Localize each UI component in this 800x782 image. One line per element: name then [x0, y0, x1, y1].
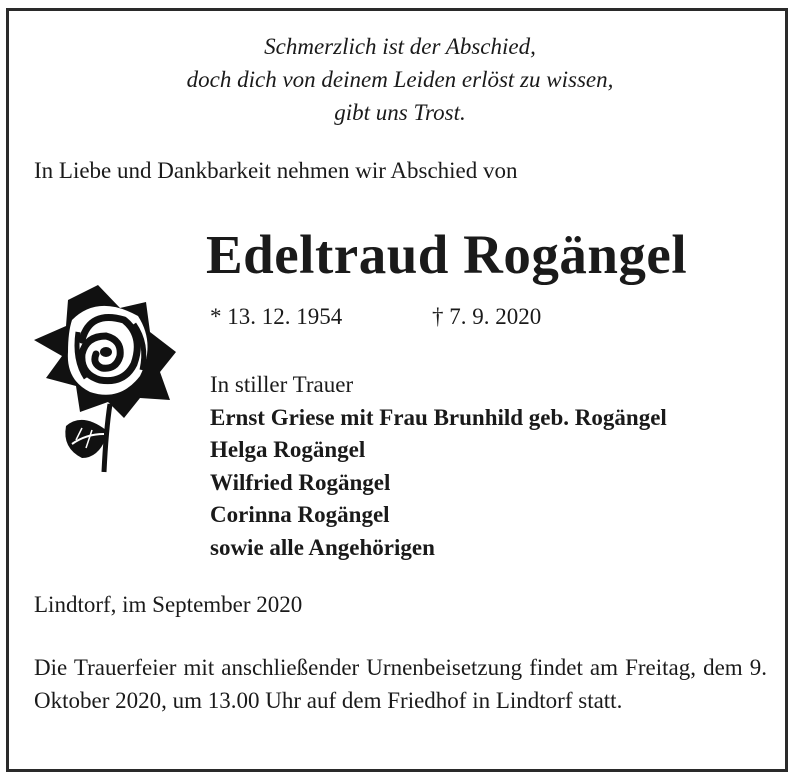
- mourner-name: Helga Rogängel: [210, 437, 366, 462]
- mourners-heading: In stiller Trauer: [210, 372, 354, 397]
- death-date: † 7. 9. 2020: [432, 304, 542, 329]
- funeral-notice: Die Trauerfeier mit anschließender Urnenbeisetzung findet am Freitag, dem 9. Oktober 2020, um 13.00 Uhr auf dem Friedhof in Lindtorf statt.: [34, 655, 767, 713]
- intro-text: In Liebe und Dankbarkeit nehmen wir Abschied von: [34, 158, 518, 183]
- deceased-name: Edeltraud Rogängel: [206, 224, 688, 285]
- quote-line-2: doch dich von deinem Leiden erlöst zu wissen,: [186, 67, 614, 92]
- mourner-name: Ernst Griese mit Frau Brunhild geb. Rogängel: [210, 404, 667, 430]
- quote: [0, 30, 800, 129]
- birth-date: * 13. 12. 1954: [210, 304, 343, 329]
- mourners-block: [210, 369, 667, 564]
- place-date: Lindtorf, im September 2020: [34, 592, 303, 617]
- mourner-name: Wilfried Rogängel: [210, 469, 391, 495]
- mourner-name: sowie alle Angehörigen: [210, 534, 435, 560]
- quote-line-1: Schmerzlich ist der Abschied,: [264, 34, 536, 59]
- rose-icon: [28, 280, 180, 478]
- quote-line-3: gibt uns Trost.: [334, 100, 466, 125]
- mourner-name: Corinna Rogängel: [210, 502, 390, 527]
